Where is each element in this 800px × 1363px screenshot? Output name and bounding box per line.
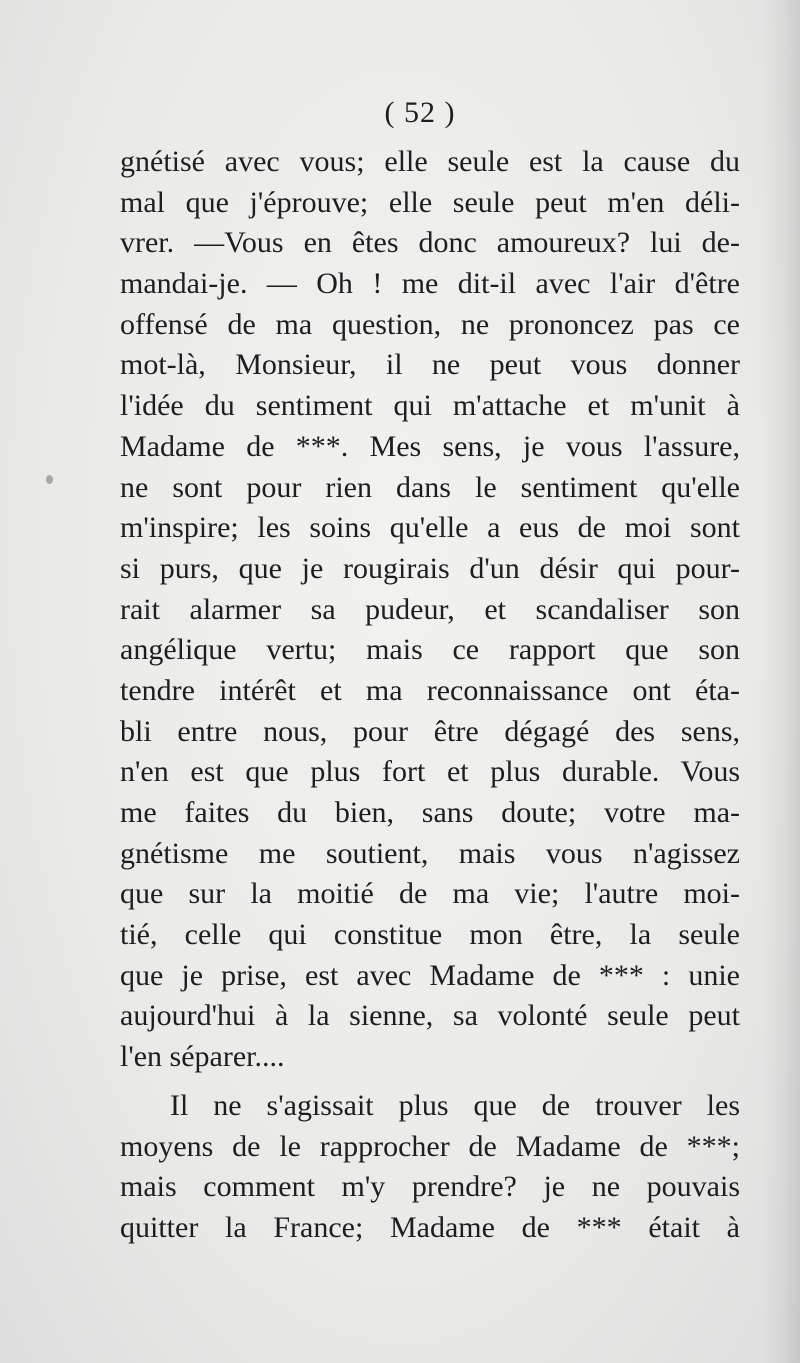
text-line: n'en est que plus fort et plus durable. Vous xyxy=(120,755,740,789)
text-line: me faites du bien, sans doute; votre ma- xyxy=(120,796,740,829)
text-line: rait alarmer sa pudeur, et scandaliser son xyxy=(120,592,740,626)
text-line: que je prise, est avec Madame de *** : unie xyxy=(120,958,740,992)
text-line: m'inspire; les soins qu'elle a eus de moi sont xyxy=(120,511,740,545)
text-line: ne sont pour rien dans le sentiment qu'elle xyxy=(120,470,740,504)
text-line: mot-là, Monsieur, il ne peut vous donner xyxy=(120,348,740,382)
text-line: gnétisé avec vous; elle seule est la cause du xyxy=(120,145,740,178)
paragraph-1 xyxy=(120,142,740,1078)
spine-shadow xyxy=(762,0,800,1363)
text-line: mal que j'éprouve; elle seule peut m'en déli- xyxy=(120,185,740,219)
text-line: Madame de ***. Mes sens, je vous l'assure, xyxy=(120,429,740,463)
text-body xyxy=(120,142,740,1249)
text-line: l'idée du sentiment qui m'attache et m'unit à xyxy=(120,389,740,423)
text-line: l'en séparer.... xyxy=(120,1040,285,1074)
text-line: vrer. —Vous en êtes donc amoureux? lui de- xyxy=(120,226,740,260)
text-line: que sur la moitié de ma vie; l'autre moi- xyxy=(120,877,740,911)
text-line: angélique vertu; mais ce rapport que son xyxy=(120,633,740,667)
text-line: quitter la France; Madame de *** était à xyxy=(120,1210,740,1244)
text-line: bli entre nous, pour être dégagé des sens, xyxy=(120,714,740,748)
text-line: mais comment m'y prendre? je ne pouvais xyxy=(120,1170,740,1204)
text-line: offensé de ma question, ne prononcez pas ce xyxy=(120,307,740,341)
text-line: mandai-je. — Oh ! me dit-il avec l'air d'être xyxy=(120,267,740,301)
text-line: tendre intérêt et ma reconnaissance ont éta- xyxy=(120,673,740,707)
text-line: si purs, que je rougirais d'un désir qui pour- xyxy=(120,551,740,585)
page-number: ( 52 ) xyxy=(384,96,456,129)
text-line: Il ne s'agissait plus que de trouver les xyxy=(170,1088,740,1122)
paragraph-gap xyxy=(120,1078,740,1086)
ink-speck xyxy=(46,475,53,484)
paragraph-2 xyxy=(120,1086,740,1249)
text-line: gnétisme me soutient, mais vous n'agissez xyxy=(120,836,740,870)
text-line: aujourd'hui à la sienne, sa volonté seule peut xyxy=(120,999,740,1033)
text-line: moyens de le rapprocher de Madame de ***; xyxy=(120,1129,740,1163)
text-line: tié, celle qui constitue mon être, la seule xyxy=(120,918,740,952)
